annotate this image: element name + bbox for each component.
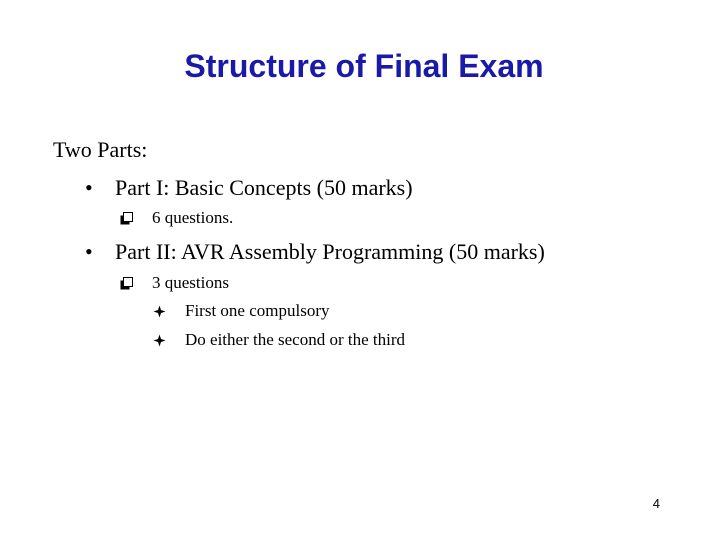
part-2-sub-sub-label-2: Do either the second or the third (185, 330, 405, 349)
square-bullet-icon (120, 212, 133, 225)
part-2-sub-sub-label-1: First one compulsory (185, 301, 330, 320)
intro-text: Two Parts: (53, 137, 148, 162)
part-2-bullet: • (85, 239, 93, 264)
part-2-sub-label: 3 questions (152, 273, 229, 292)
part-1-sub-label: 6 questions. (152, 208, 234, 227)
square-bullet-icon (120, 277, 133, 290)
part-2-label: Part II: AVR Assembly Programming (50 marks) (115, 239, 545, 264)
part-1-bullet: • (85, 175, 93, 200)
diamond-bullet-icon (153, 305, 166, 318)
slide-title: Structure of Final Exam (184, 48, 544, 84)
diamond-bullet-icon (153, 334, 166, 347)
page-number: 4 (652, 496, 660, 511)
part-1-label: Part I: Basic Concepts (50 marks) (115, 175, 413, 200)
